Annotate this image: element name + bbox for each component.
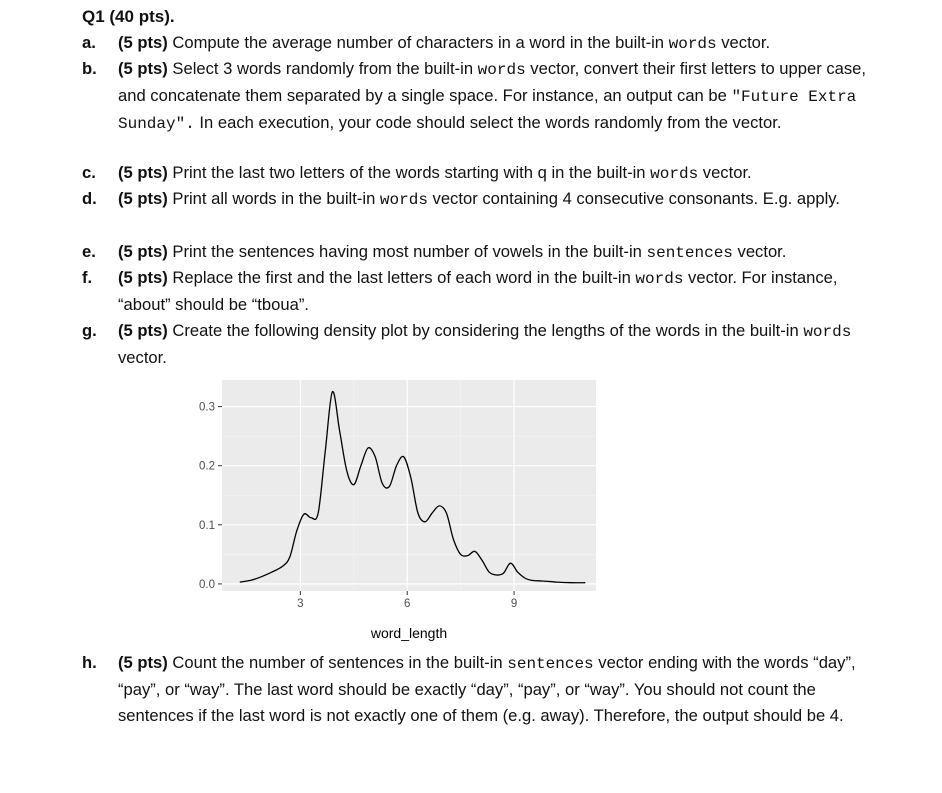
y-axis: [199, 402, 222, 591]
item-h-text1: Count the number of sentences in the built-in: [167, 653, 508, 672]
y-tick-label: 0.1: [199, 519, 215, 532]
item-a-code: words: [668, 35, 717, 53]
item-d-letter: d.: [82, 189, 97, 208]
item-b-code: words: [477, 61, 526, 79]
item-b-text2: vector, convert their first letters to upper case, and concatenate them separated by a single space. For instance, an output can be: [118, 59, 867, 105]
item-a-points: (5 pts): [118, 33, 168, 52]
item-h-code: sentences: [507, 655, 594, 673]
x-tick-label: 9: [510, 598, 518, 610]
item-a-letter: a.: [82, 33, 96, 52]
item-d-points: (5 pts): [118, 189, 168, 208]
item-g-text1: Create the following density plot by considering the lengths of the words in the built-in: [167, 321, 804, 340]
plot-panel: [222, 380, 596, 591]
density-plot: [160, 375, 620, 645]
density-plot-svg: [160, 375, 620, 645]
y-tick-label: 0.2: [199, 460, 215, 473]
item-a-text2: vector.: [716, 33, 771, 52]
item-d: [82, 186, 882, 213]
item-e-text2: vector.: [732, 242, 787, 261]
item-g: [82, 318, 882, 371]
item-b-text3: In each execution, your code should select the words randomly from the vector.: [194, 113, 782, 132]
item-a: [82, 30, 882, 57]
item-a-text1: Compute the average number of characters in a word in the built-in: [167, 33, 669, 52]
item-g-letter: g.: [82, 321, 97, 340]
item-f-code: words: [635, 270, 684, 288]
item-b-example-code: "Future Extra Sunday".: [118, 88, 857, 133]
item-d-code: words: [379, 191, 428, 209]
item-g-points: (5 pts): [118, 321, 168, 340]
item-c-letter: c.: [82, 163, 96, 182]
item-e-points: (5 pts): [118, 242, 168, 261]
item-c: [82, 160, 882, 187]
x-axis: [297, 591, 517, 610]
item-e-letter: e.: [82, 242, 96, 261]
x-axis-label: word_length: [370, 625, 448, 641]
item-h-letter: h.: [82, 653, 97, 672]
item-e-code: sentences: [646, 244, 733, 262]
item-d-text1: Print all words in the built-in: [167, 189, 380, 208]
item-c-points: (5 pts): [118, 163, 168, 182]
x-tick-label: 3: [297, 598, 304, 610]
y-tick-label: 0.0: [199, 578, 215, 591]
item-c-text2: vector.: [698, 163, 752, 182]
item-f-points: (5 pts): [118, 268, 168, 287]
item-b: [82, 56, 882, 137]
item-b-letter: b.: [82, 59, 97, 78]
item-b-points: (5 pts): [118, 59, 168, 78]
item-h: [82, 650, 882, 729]
item-b-text1: Select 3 words randomly from the built-in: [167, 59, 478, 78]
question-title: Q1 (40 pts).: [82, 7, 175, 26]
item-f-letter: f.: [82, 268, 93, 287]
item-h-text2: vector ending with the words “day”, “pay”, or “way”. The last word should be exactly “day”, “pay”, or “way”. You should not count the sentences if the last word is not exactly one of them (e.g. away). Therefore, the output should be 4.: [118, 653, 856, 725]
x-tick-label: 6: [404, 598, 411, 610]
item-h-points: (5 pts): [118, 653, 168, 672]
item-e: [82, 239, 882, 266]
item-c-code: words: [650, 165, 699, 183]
item-f-text2: vector. For instance, “about” should be “tboua”.: [118, 268, 838, 314]
item-c-text1: Print the last two letters of the words starting with q in the built-in: [167, 163, 651, 182]
item-g-text2: vector.: [118, 348, 167, 367]
y-tick-label: 0.3: [199, 401, 215, 414]
item-d-text2: vector containing 4 consecutive consonants. E.g. apply.: [427, 189, 840, 208]
item-e-text1: Print the sentences having most number of vowels in the built-in: [167, 242, 647, 261]
item-f: [82, 265, 882, 318]
item-g-code: words: [803, 323, 852, 341]
item-f-text1: Replace the first and the last letters of each word in the built-in: [167, 268, 636, 287]
